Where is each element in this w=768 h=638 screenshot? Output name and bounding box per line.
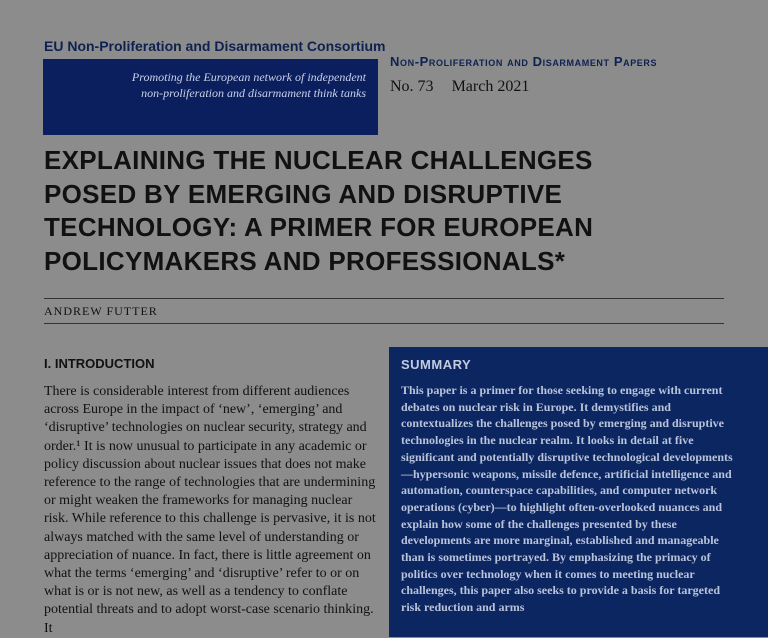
intro-heading: I. INTRODUCTION [44, 356, 155, 371]
title-line-3: TECHNOLOGY: A PRIMER FOR EUROPEAN [44, 212, 594, 242]
summary-paragraph: This paper is a primer for those seeking to engage with current debates on nuclear risk in Europe. It demystifies and contextualizes the challenges posed by emerging and disruptive technologies in the nuclear realm. It looks in detail at five significant and potentially disruptive technological developments—hypersonic weapons, missile defence, artificial intelligence and automation, counterspace capabilities, and computer network operations (cyber)—to highlight often-overlooked nuances and explain how some of the challenges presented by these developments are more marginal, established and manageable than is sometimes portrayed. By emphasizing the primacy of politics over technology when it comes to meeting nuclear challenges, this paper also seeks to provide a basis for targeted risk reduction and arms [401, 383, 733, 615]
title-line-1: EXPLAINING THE NUCLEAR CHALLENGES [44, 145, 593, 175]
tagline-banner [43, 59, 378, 135]
tagline [66, 69, 366, 101]
series-title [390, 54, 657, 69]
summary-box [389, 347, 768, 637]
paper-title [44, 144, 724, 278]
title-line-4: POLICYMAKERS AND PROFESSIONALS* [44, 245, 566, 276]
summary-heading: SUMMARY [401, 357, 472, 372]
divider-top [44, 298, 724, 299]
issue-number: No. 73 [390, 78, 434, 95]
title-line-2: POSED BY EMERGING AND DISRUPTIVE [44, 178, 563, 209]
tagline-line-2: non-proliferation and disarmament think tanks [141, 86, 366, 100]
issue-date: March 2021 [451, 78, 530, 95]
issue-info [390, 78, 543, 96]
author-name: ANDREW FUTTER [44, 304, 158, 318]
consortium-name: EU Non-Proliferation and Disarmament Consortium [44, 38, 386, 54]
intro-paragraph: There is considerable interest from different audiences across Europe in the impact of ‘new’, ‘emerging’ and ‘disruptive’ technologies on nuclear security, strategy and order.¹ It is now unusual to participate in any academic or policy discussion about nuclear issues that does not make reference to the range of technologies that are undermining or might weaken the frameworks for managing nuclear risk. While reference to this challenge is pervasive, it is not always matched with the same level of understanding or appreciation of nuance. In fact, there is little agreement on what the terms ‘emerging’ and ‘disruptive’ refer to or on what is or is not new, as well as a tendency to conflate potential threats and to adopt worst-case scenario thinking. It [44, 384, 376, 636]
divider-bottom [44, 323, 724, 324]
tagline-line-1: Promoting the European network of independent [131, 70, 366, 84]
series-title-text: Non-Proliferation and Disarmament Papers [390, 54, 658, 69]
